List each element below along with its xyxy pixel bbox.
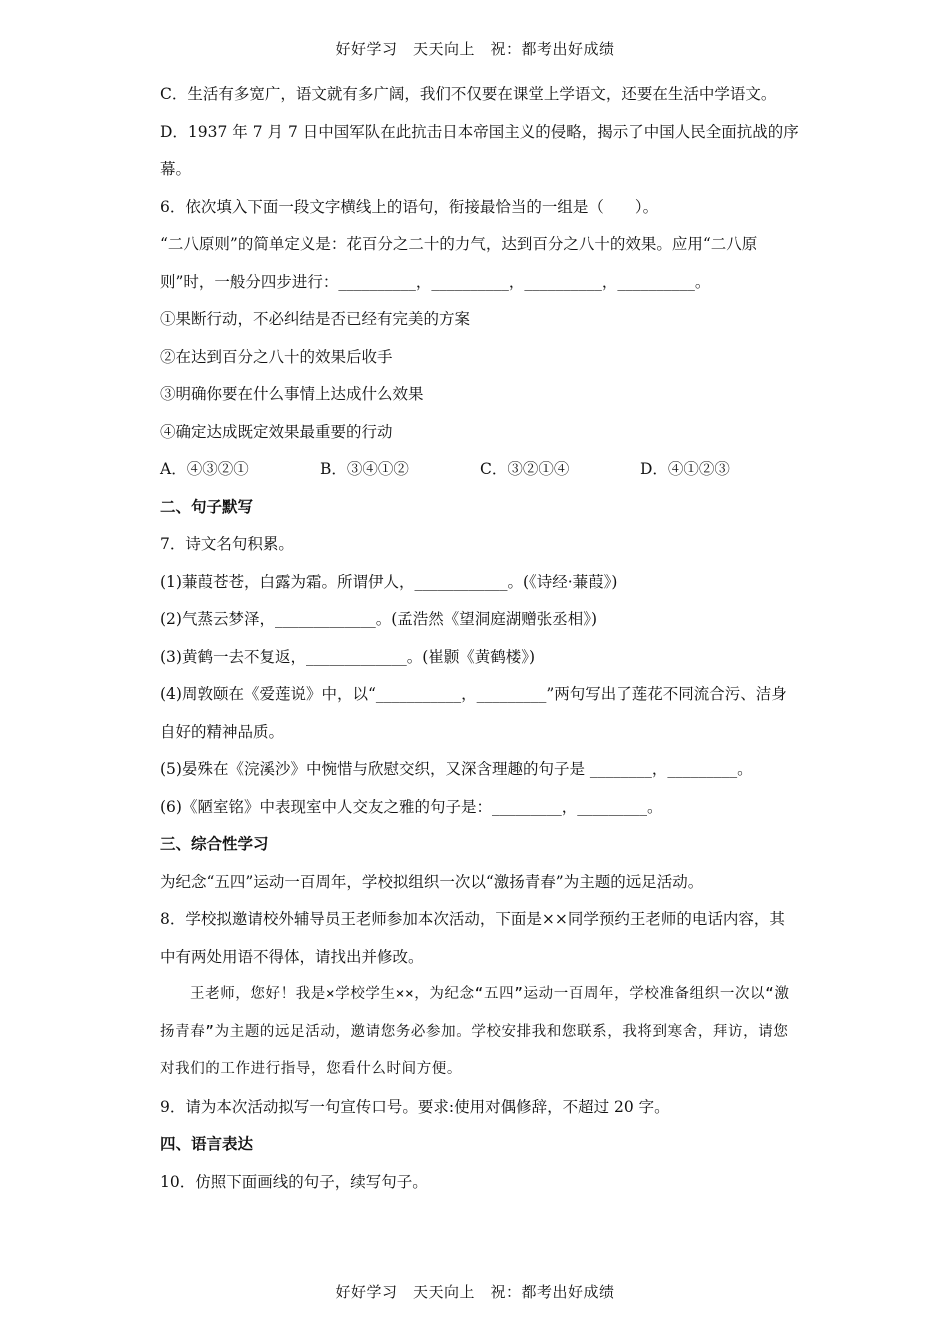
q7-stem: 7．诗文名句积累。 <box>160 535 294 553</box>
q7-line-6: (6)《陋室铭》中表现室中人交友之雅的句子是：_________，_________。 <box>160 797 663 816</box>
phone-call-text: 王老师，您好！我是×学校学生××，为纪念“五四”运动一百周年，学校准备组织一次以“激扬青春”为主题的远足活动，邀请您务必参加。学校安排我和您联系，我将到寒舍，拜访，请您对我们的工作进行指导，您看什么时间方便。 <box>160 986 790 1077</box>
q7-line-1: (1)蒹葭苍苍，白露为霜。所谓伊人，____________。(《诗经·蒹葭》) <box>160 572 618 591</box>
q6-choice-b[interactable]: B．③④①② <box>320 460 409 478</box>
q9-stem: 9．请为本次活动拟写一句宣传口号。要求:使用对偶修辞，不超过 20 字。 <box>160 1097 670 1116</box>
page-header: 好好学习 天天向上 祝：都考出好成绩 <box>335 40 615 58</box>
q6-item-3: ③明确你要在什么事情上达成什么效果 <box>160 385 424 403</box>
q6-choices <box>160 451 800 489</box>
section-3-intro: 为纪念“五四”运动一百周年，学校拟组织一次以“激扬青春”为主题的远足活动。 <box>160 872 704 891</box>
section-2-title: 二、句子默写 <box>160 497 254 516</box>
q6-item-2: ②在达到百分之八十的效果后收手 <box>160 347 393 366</box>
q6-stem: 6．依次填入下面一段文字横线上的语句，衔接最恰当的一组是（ ）。 <box>160 197 659 216</box>
q8-stem: 8．学校拟邀请校外辅导员王老师参加本次活动，下面是××同学预约王老师的电话内容，其中有两处用语不得体，请找出并修改。 <box>160 910 785 966</box>
document-body <box>160 76 800 1201</box>
section-3-title: 三、综合性学习 <box>160 835 269 853</box>
q6-passage: “二八原则”的简单定义是：花百分之二十的力气，达到百分之八十的效果。应用“二八原则”时，一般分四步进行：__________，__________，__________，__________。 <box>160 235 758 291</box>
page-footer: 好好学习 天天向上 祝：都考出好成绩 <box>335 1283 615 1301</box>
q7-line-2: (2)气蒸云梦泽，_____________。(孟浩然《望洞庭湖赠张丞相》) <box>160 610 598 628</box>
q6-choice-a[interactable]: A．④③②① <box>160 460 249 478</box>
q5-option-d: D．1937 年 7 月 7 日中国军队在此抗击日本帝国主义的侵略，揭示了中国人民全面抗战的序幕。 <box>160 122 799 178</box>
q6-item-1: ①果断行动，不必纠结是否已经有完美的方案 <box>160 310 471 328</box>
q7-line-4: (4)周敦颐在《爱莲说》中，以“___________，_________”两句写出了莲花不同流合污、洁身自好的精神品质。 <box>160 685 787 741</box>
q7-line-3: (3)黄鹤一去不复返，_____________。(崔颢《黄鹤楼》) <box>160 647 536 666</box>
section-4-title: 四、语言表达 <box>160 1135 254 1153</box>
q5-option-c: C．生活有多宽广，语文就有多广阔，我们不仅要在课堂上学语文，还要在生活中学语文。 <box>160 85 777 103</box>
q10-stem: 10．仿照下面画线的句子，续写句子。 <box>160 1172 428 1191</box>
q6-choice-c[interactable]: C．③②①④ <box>480 460 570 478</box>
q6-choice-d[interactable]: D．④①②③ <box>640 460 730 478</box>
q6-item-4: ④确定达成既定效果最重要的行动 <box>160 422 393 441</box>
q7-line-5: (5)晏殊在《浣溪沙》中惋惜与欣慰交织，又深含理趣的句子是 ________，_________。 <box>160 760 753 778</box>
